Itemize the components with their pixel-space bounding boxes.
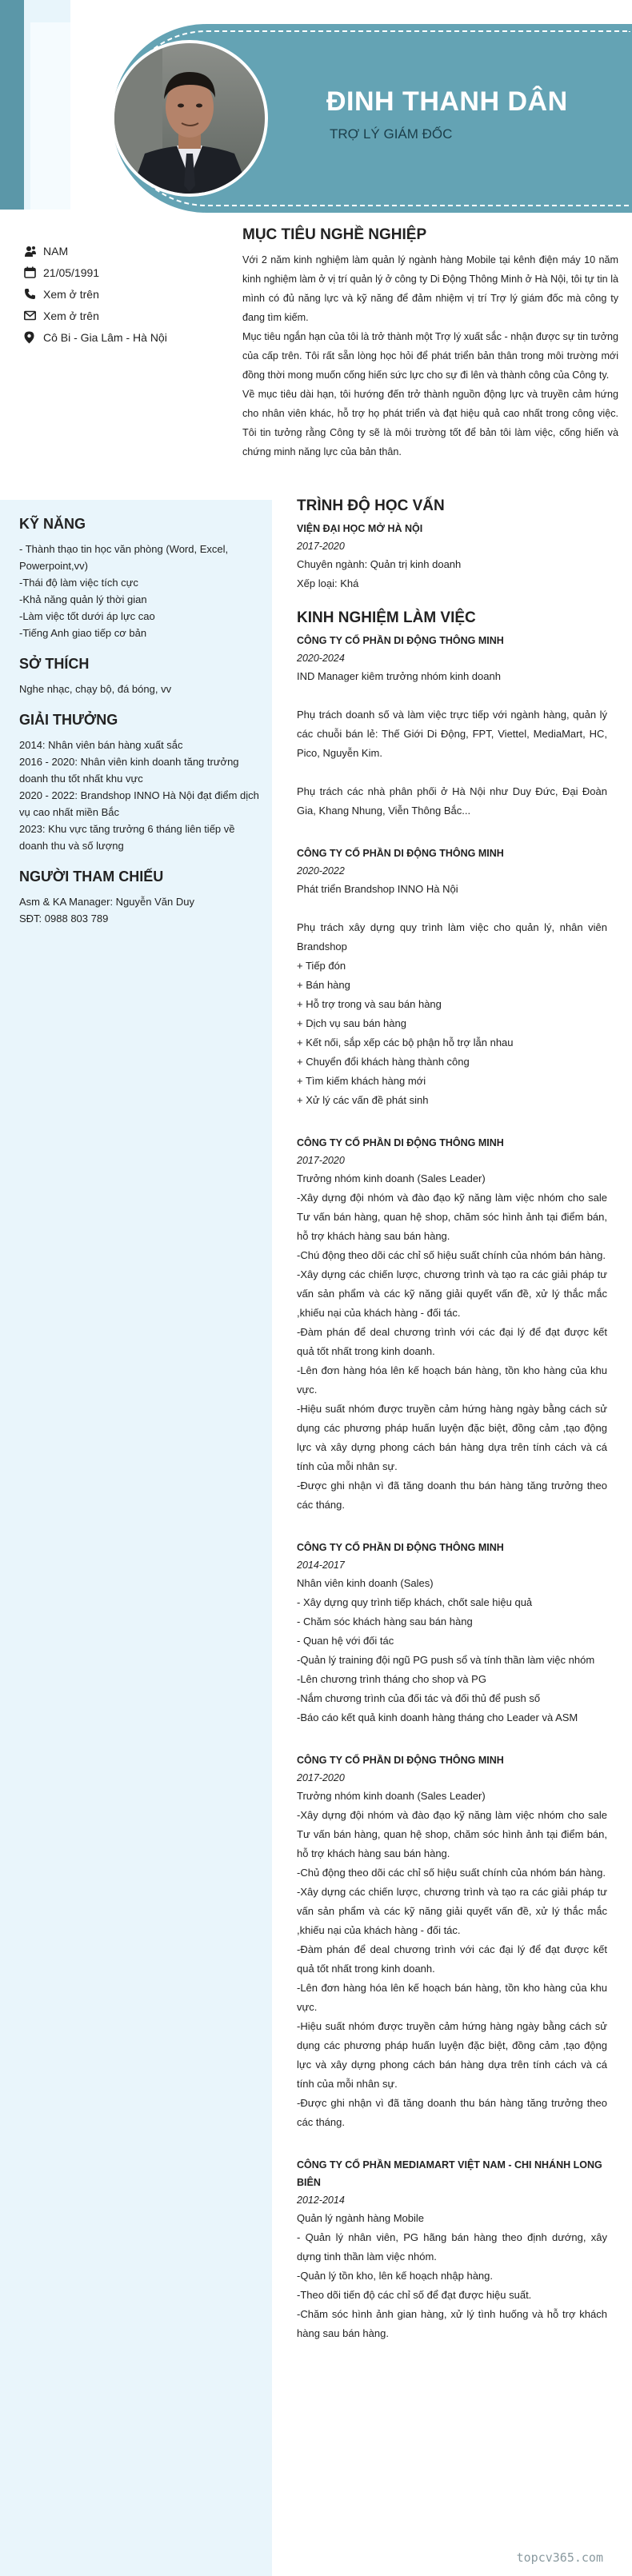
experience-company: CÔNG TY CỔ PHẦN DI ĐỘNG THÔNG MINH [297,1542,504,1553]
experience-period: 2012-2014 [297,2195,345,2206]
experience-role: Quản lý ngành hàng Mobile [297,2212,425,2224]
experience-company: CÔNG TY CỔ PHẦN MEDIAMART VIỆT NAM - CHI NHÁNH LONG BIÊN [297,2159,602,2188]
contact-birthday-text: 21/05/1991 [43,266,100,279]
experience-item [297,632,607,821]
contact-birthday [24,262,232,283]
right-column [297,497,607,2367]
award-item: 2020 - 2022: Brandshop INNO Hà Nội đạt điểm dịch vụ cao nhất miền Bắc [19,789,259,818]
calendar-icon [24,266,43,278]
experience-detail: -Được ghi nhận vì đã tăng doanh thu bán hàng tăng trưởng theo các tháng. [297,1480,607,1511]
experience-detail: -Đàm phán để deal chương trình với các đại lý để đạt được kết quả tốt nhất trong kinh doanh. [297,1943,607,1975]
hobbies-section [19,656,259,697]
location-icon [24,331,43,344]
hobbies-title: SỞ THÍCH [19,656,90,672]
email-icon [24,310,43,321]
experience-company: CÔNG TY CỔ PHẦN DI ĐỘNG THÔNG MINH [297,635,504,646]
experience-detail: -Xây dựng các chiến lược, chương trình và tạo ra các giải pháp tư vấn sản phẩm và các kỹ năng giải quyết vấn đề, xử lý thắc mắc ,khiếu nại của khách hàng - đối tác. [297,1268,607,1319]
skill-item: -Thái độ làm việc tích cực [19,577,138,589]
experience-company: CÔNG TY CỔ PHẦN DI ĐỘNG THÔNG MINH [297,848,504,859]
awards-section [19,712,259,854]
education-school: VIỆN ĐẠI HỌC MỞ HÀ NỘI [297,523,423,534]
experience-detail: + Chuyển đổi khách hàng thành công [297,1056,470,1068]
phone-icon [24,288,43,300]
education-section [297,497,607,593]
experience-detail: Phụ trách xây dựng quy trình làm việc cho quản lý, nhân viên Brandshop [297,921,607,953]
contact-address-text: Cô Bi - Gia Lâm - Hà Nội [43,330,167,344]
experience-detail: - Xây dựng quy trình tiếp khách, chốt sale hiệu quả [297,1596,533,1608]
experience-detail: + Tiếp đón [297,960,346,972]
objective-paragraph: Mục tiêu ngắn hạn của tôi là trở thành một Trợ lý xuất sắc - nhận được sự tin tưởng của cấp trên. Tôi rất sẵn lòng học hỏi để phát triển bản thân trong môi trường mới đồng thời mong muốn cống hiến sức lực cho sự đi lên và thành công của Công ty. [242,331,618,381]
references-title: NGƯỜI THAM CHIẾU [19,869,164,885]
award-item: 2016 - 2020: Nhân viên kinh doanh tăng trưởng doanh thu tốt nhất khu vực [19,756,239,785]
spacer [297,763,607,782]
experience-role: Trưởng nhóm kinh doanh (Sales Leader) [297,1790,486,1802]
skill-item: - Thành thạo tin học văn phòng (Word, Excel, Powerpoint,vv) [19,543,229,572]
experience-detail: + Dịch vụ sau bán hàng [297,1017,406,1029]
header-accent-bar [0,0,24,210]
award-item: 2014: Nhân viên bán hàng xuất sắc [19,739,183,751]
skills-title: KỸ NĂNG [19,516,86,532]
experience-detail: - Chăm sóc khách hàng sau bán hàng [297,1615,473,1627]
experience-role: Trưởng nhóm kinh doanh (Sales Leader) [297,1172,486,1184]
objective-paragraph: Về mục tiêu dài hạn, tôi hướng đến trở thành nguồn động lực và truyền cảm hứng cho nhân viên khác, hỗ trợ họ phát triển và đạt hiệu quả cao nhất trong công việc. Tôi tin tưởng rằng Công ty sẽ là môi trường tốt để bản tôi làm việc, cống hiến và chứng minh năng lực của bản thân. [242,389,618,457]
references-section [19,869,259,927]
skills-section [19,516,259,641]
education-title: TRÌNH ĐỘ HỌC VẤN [297,497,445,514]
spacer [297,899,607,918]
experience-detail: -Báo cáo kết quả kinh doanh hàng tháng cho Leader và ASM [297,1711,578,1723]
experience-company: CÔNG TY CỔ PHẦN DI ĐỘNG THÔNG MINH [297,1755,504,1766]
contact-gender [24,240,232,262]
education-major: Chuyên ngành: Quản trị kinh doanh [297,558,462,570]
footer-watermark: topcv365.com [516,2550,603,2565]
experience-title: KINH NGHIỆM LÀM VIỆC [297,609,476,626]
experience-role: Nhân viên kinh doanh (Sales) [297,1577,434,1589]
education-period: 2017-2020 [297,541,345,552]
experience-detail: -Hiệu suất nhóm được truyền cảm hứng hàng ngày bằng cách sử dụng các phương pháp huấn luyện đặc biệt, đồng cảm ,tạo động lực và xây dựng phong cách bán hàng dựa trên tính cách và cá tính của mỗi nhân sự. [297,2020,607,2090]
experience-detail: -Hiệu suất nhóm được truyền cảm hứng hàng ngày bằng cách sử dụng các phương pháp huấn luyện đặc biệt, đồng cảm ,tạo động lực và xây dựng phong cách bán hàng dựa trên tính cách và cá tính của mỗi nhân sự. [297,1403,607,1472]
experience-list [297,632,607,2343]
experience-detail: -Chăm sóc hình ảnh gian hàng, xử lý tình huống và hỗ trợ khách hàng sau bán hàng. [297,2308,607,2339]
experience-item [297,2156,607,2343]
reference-item: Asm & KA Manager: Nguyễn Văn Duy [19,896,194,908]
education-grade: Xếp loại: Khá [297,577,359,589]
experience-period: 2020-2024 [297,653,345,664]
contact-email [24,305,232,326]
experience-item [297,1134,607,1515]
left-column [0,500,272,2576]
experience-period: 2017-2020 [297,1155,345,1166]
experience-detail: + Hỗ trợ trong và sau bán hàng [297,998,442,1010]
experience-item [297,1751,607,2132]
experience-role: Phát triển Brandshop INNO Hà Nội [297,883,458,895]
spacer [297,686,607,705]
experience-detail: -Xây dựng đội nhóm và đào đạo kỹ năng làm việc nhóm cho sale Tư vấn bán hàng, quan hệ shop, chăm sóc hình ảnh tại điểm bán, hỗ trợ khách hàng sau bán hàng. [297,1192,607,1242]
experience-detail: -Theo dõi tiến độ các chỉ số để đạt được hiệu suất. [297,2289,532,2301]
experience-detail: -Chú động theo dõi các chỉ số hiệu suất chính của nhóm bán hàng. [297,1249,606,1261]
experience-section [297,609,607,2343]
hobbies-text: Nghe nhạc, chạy bộ, đá bóng, vv [19,683,172,695]
experience-detail: -Quản lý tồn kho, lên kế hoạch nhập hàng. [297,2270,494,2282]
profile-photo [111,40,268,197]
experience-detail: -Lên chương trình tháng cho shop và PG [297,1673,486,1685]
experience-detail: -Chủ động theo dõi các chỉ số hiệu suất chính của nhóm bán hàng. [297,1867,606,1879]
experience-detail: + Tìm kiếm khách hàng mới [297,1075,426,1087]
experience-item [297,1539,607,1727]
experience-detail: -Lên đơn hàng hóa lên kế hoạch bán hàng, tồn kho hàng của khu vực. [297,1364,607,1396]
objective-paragraph: Với 2 năm kinh nghiệm làm quản lý ngành hàng Mobile tại kênh điện máy 10 năm kinh nghiệm làm ở vị trí quản lý ở công ty Di Động Thông Minh ở Hà Nội, tôi tự tin là mình có đủ năng lực và kỹ năng để đảm nhiệm vị trí Trợ lý giám đốc mà công ty đang tìm kiếm. [242,254,618,323]
experience-detail: - Quan hệ với đối tác [297,1635,394,1647]
skill-item: -Tiếng Anh giao tiếp cơ bản [19,627,147,639]
experience-detail: -Nắm chương trình của đối tác và đối thủ để push số [297,1692,541,1704]
skill-item: -Khả năng quản lý thời gian [19,593,147,605]
experience-detail: Phụ trách các nhà phân phối ở Hà Nội như Duy Đức, Đại Đoàn Gia, Khang Nhung, Viễn Thông Bắc... [297,785,607,817]
reference-item: SĐT: 0988 803 789 [19,913,109,925]
experience-detail: -Được ghi nhận vì đã tăng doanh thu bán hàng tăng trưởng theo các tháng. [297,2097,607,2128]
contact-address [24,326,232,348]
experience-detail: -Quản lý training đội ngũ PG push sổ và tính thần làm việc nhóm [297,1654,595,1666]
contact-phone [24,283,232,305]
experience-item [297,845,607,1110]
experience-detail: -Lên đơn hàng hóa lên kế hoạch bán hàng, tồn kho hàng của khu vực. [297,1982,607,2013]
experience-detail: Phụ trách doanh số và làm việc trực tiếp với ngành hàng, quản lý các chuỗi bán lẻ: Thế Giới Di Động, FPT, Viettel, MediaMart, HC, Pico, Nguyễn Kim. [297,709,607,759]
contact-gender-text: NAM [43,244,69,258]
experience-detail: + Xử lý các vấn đề phát sinh [297,1094,429,1106]
experience-detail: - Quản lý nhân viên, PG hãng bán hàng theo định dướng, xây dựng tinh thần làm việc nhóm. [297,2231,607,2262]
header-accent-inner [30,22,70,210]
experience-role: IND Manager kiêm trưởng nhóm kinh doanh [297,670,501,682]
experience-detail: -Xây dựng các chiến lược, chương trình và tạo ra các giải pháp tư vấn sản phẩm và các kỹ năng giải quyết vấn đề, xử lý thắc mắc ,khiếu nại của khách hàng - đối tác. [297,1886,607,1936]
contact-email-text: Xem ở trên [43,309,99,322]
contact-phone-text: Xem ở trên [43,287,99,301]
experience-detail: + Kết nối, sắp xếp các bộ phận hỗ trợ lẫn nhau [297,1036,514,1048]
experience-period: 2017-2020 [297,1772,345,1783]
experience-detail: -Xây dựng đội nhóm và đào đạo kỹ năng làm việc nhóm cho sale Tư vấn bán hàng, quan hệ shop, chăm sóc hình ảnh tại điểm bán, hỗ trợ khách hàng sau bán hàng. [297,1809,607,1859]
experience-company: CÔNG TY CỔ PHẦN DI ĐỘNG THÔNG MINH [297,1137,504,1148]
experience-detail: -Đàm phán để deal chương trình với các đại lý để đạt được kết quả tốt nhất trong kinh doanh. [297,1326,607,1357]
candidate-name: ĐINH THANH DÂN [326,86,568,117]
skill-item: -Làm việc tốt dưới áp lực cao [19,610,155,622]
awards-title: GIẢI THƯỞNG [19,712,118,728]
experience-period: 2014-2017 [297,1560,345,1571]
contact-info [24,240,232,348]
experience-detail: + Bán hàng [297,979,350,991]
experience-period: 2020-2022 [297,865,345,877]
career-objective-section [242,226,618,461]
gender-icon [24,245,43,258]
candidate-job-title: TRỢ LÝ GIÁM ĐỐC [330,126,453,142]
career-objective-title: MỤC TIÊU NGHỀ NGHIỆP [242,226,427,243]
award-item: 2023: Khu vực tăng trưởng 6 tháng liên tiếp về doanh thu và số lượng [19,823,235,852]
